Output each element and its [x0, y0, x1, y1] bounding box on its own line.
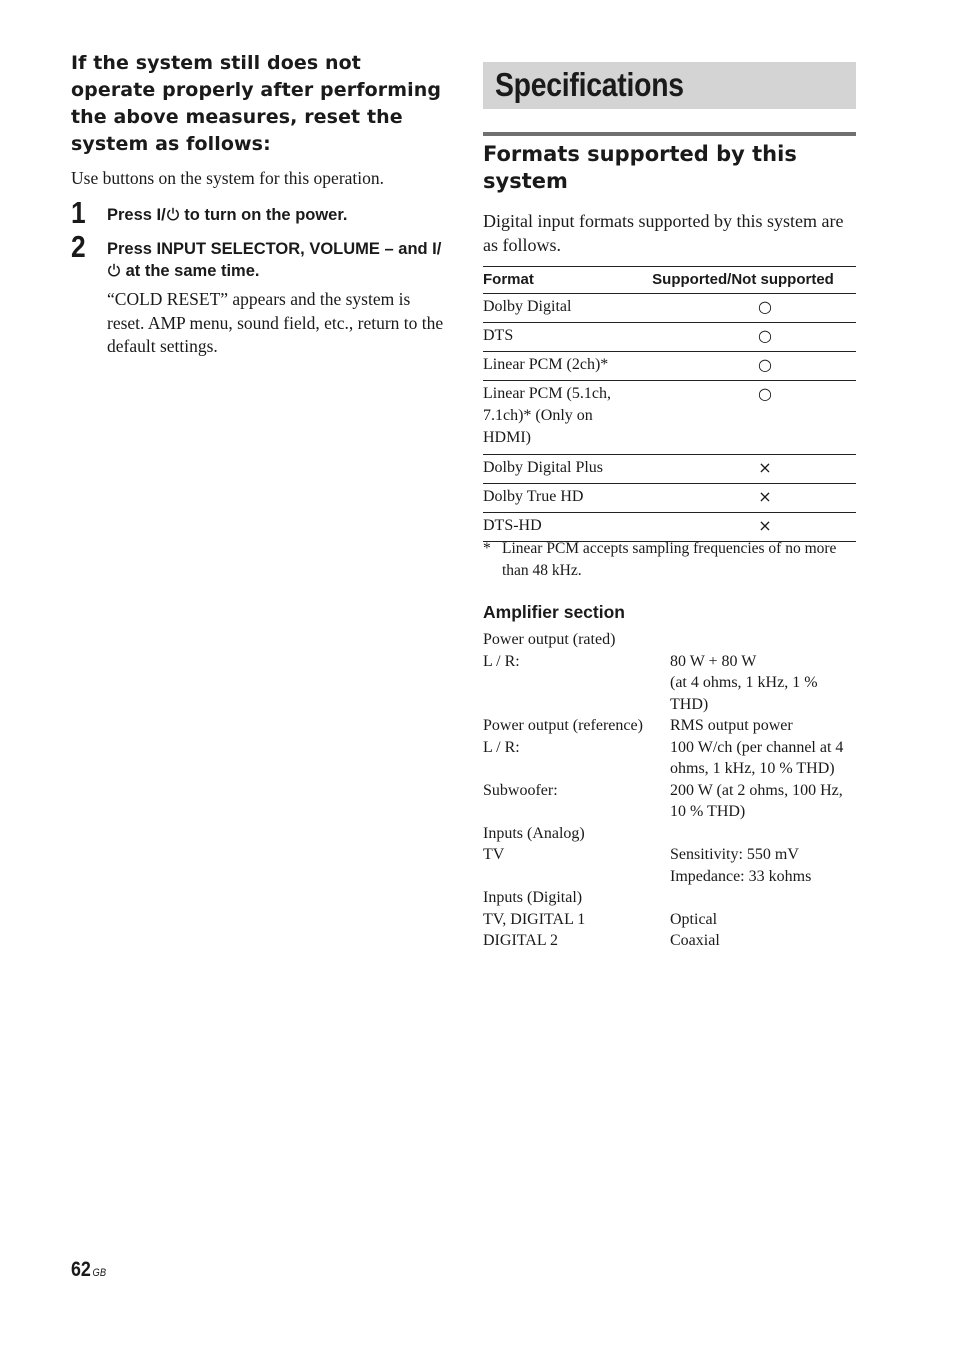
format-cell: Dolby Digital Plus [483, 455, 630, 484]
step-text-part: to turn on the power. [179, 206, 348, 224]
footnote-marker: * [483, 540, 491, 557]
spec-row [483, 866, 856, 888]
spec-value: RMS output power [670, 717, 793, 734]
column-header-support: Supported/Not supported [630, 267, 856, 294]
supported-icon: ○ [758, 326, 772, 345]
support-cell [630, 352, 856, 381]
step-2 [71, 229, 446, 359]
amplifier-spec-list [483, 629, 856, 952]
power-icon [107, 263, 121, 277]
spec-label: Power output (reference) [483, 717, 643, 734]
spec-value [670, 823, 856, 845]
format-cell: Linear PCM (5.1ch, 7.1ch)* (Only on HDMI) [483, 381, 630, 455]
spec-row [483, 737, 856, 780]
spec-value: 100 W/ch (per channel at 4 ohms, 1 kHz, 10 % THD) [670, 738, 844, 777]
spec-value: Coaxial [670, 932, 720, 949]
table-footnote [483, 538, 856, 582]
spec-value: Optical [670, 910, 718, 928]
right-column [483, 62, 856, 949]
support-cell [630, 455, 856, 484]
step-1 [71, 195, 446, 230]
spec-row [483, 629, 856, 651]
spec-label: Power output (rated) [483, 631, 616, 648]
spec-label: Subwoofer: [483, 781, 558, 799]
format-cell: DTS-HD [483, 513, 630, 542]
supported-icon: ○ [758, 384, 772, 403]
table-row [483, 381, 856, 455]
step-text-part: Press I/ [107, 206, 166, 224]
spec-row [483, 780, 856, 823]
formats-heading: Formats supported by this system [483, 142, 797, 193]
table-row [483, 455, 856, 484]
section-title: Specifications [495, 66, 684, 103]
spec-value: Sensitivity: 550 mV [670, 846, 799, 863]
spec-label: TV, DIGITAL 1 [483, 910, 586, 928]
spec-row [483, 930, 856, 952]
spec-label: DIGITAL 2 [483, 932, 558, 949]
spec-value [670, 629, 856, 651]
spec-value [670, 887, 856, 909]
power-icon [166, 207, 180, 221]
spec-row [483, 909, 856, 931]
spec-value: Impedance: 33 kohms [670, 867, 812, 885]
left-column [71, 50, 446, 359]
section-banner [483, 62, 856, 109]
format-cell: Dolby True HD [483, 484, 630, 513]
page-number [71, 1257, 106, 1283]
not-supported-icon: × [758, 487, 772, 506]
format-cell: DTS [483, 323, 630, 352]
table-row [483, 323, 856, 352]
format-cell: Linear PCM (2ch)* [483, 352, 630, 381]
step-instruction [107, 238, 446, 282]
spec-row [483, 887, 856, 909]
footnote-text: Linear PCM accepts sampling frequencies of no more than 48 kHz. [502, 540, 837, 579]
not-supported-icon: × [758, 516, 772, 535]
amplifier-heading: Amplifier section [483, 602, 625, 622]
step-text-part: Press INPUT SELECTOR, VOLUME – and I/ [107, 240, 442, 258]
spec-row [483, 844, 856, 866]
step-result: “COLD RESET” appears and the system is reset. AMP menu, sound field, etc., return to the default settings. [107, 289, 444, 356]
not-supported-icon: × [758, 458, 772, 477]
support-cell [630, 323, 856, 352]
supported-icon: ○ [758, 355, 772, 374]
step-text-part: at the same time. [121, 262, 260, 280]
support-cell [630, 294, 856, 323]
table-row [483, 484, 856, 513]
formats-table [483, 266, 856, 542]
formats-intro: Digital input formats supported by this system are as follows. [483, 211, 844, 255]
step-number: 2 [71, 229, 86, 264]
step-instruction [107, 204, 446, 226]
spec-label: L / R: [483, 652, 520, 670]
page-number-value: 62 [71, 1258, 91, 1281]
spec-value: 200 W (at 2 ohms, 100 Hz, 10 % THD) [670, 781, 843, 820]
table-row [483, 352, 856, 381]
support-cell [630, 381, 856, 455]
table-header-row [483, 267, 856, 294]
spec-label: TV [483, 846, 505, 863]
page-number-suffix: GB [92, 1267, 107, 1279]
spec-label: Inputs (Digital) [483, 889, 583, 906]
spec-row [483, 651, 856, 673]
reset-intro: Use buttons on the system for this operation. [71, 168, 385, 188]
reset-heading: If the system still does not operate properly after performing the above measures, reset the system as follows: [71, 52, 442, 155]
step-number: 1 [71, 195, 86, 230]
spec-row [483, 823, 856, 845]
spec-row [483, 715, 856, 737]
supported-icon: ○ [758, 297, 772, 316]
spec-row [483, 672, 856, 715]
spec-value: 80 W + 80 W [670, 652, 757, 670]
column-header-format: Format [483, 267, 630, 294]
heading-rule [483, 132, 856, 136]
spec-value: (at 4 ohms, 1 kHz, 1 % THD) [670, 674, 818, 713]
spec-label: L / R: [483, 738, 520, 756]
spec-label: Inputs (Analog) [483, 824, 585, 842]
support-cell [630, 484, 856, 513]
format-cell: Dolby Digital [483, 294, 630, 323]
table-row [483, 294, 856, 323]
